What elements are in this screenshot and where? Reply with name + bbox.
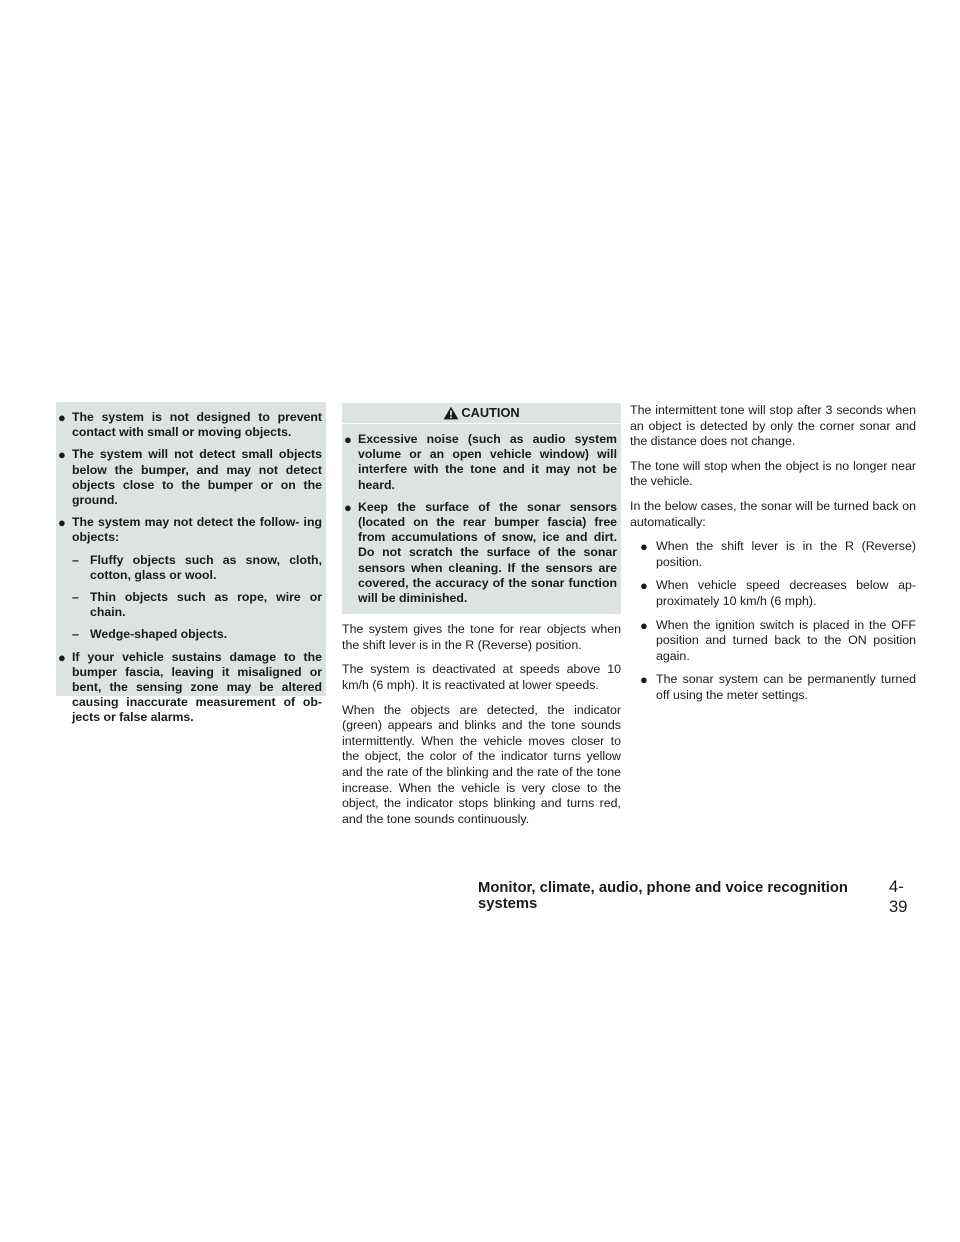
caution-header: [342, 403, 621, 424]
right-column: [630, 403, 916, 712]
bullet-icon: ●: [640, 672, 648, 688]
list-item-text: Keep the surface of the sonar sensors (located on the rear bumper fascia) free from accumulations of snow, ice and dirt. Do not scratch the surface of the sonar sensors when cleaning. If the sensors are covered, the accuracy of the sonar function will be diminished.: [358, 499, 617, 606]
sub-list-item-text: Thin objects such as rope, wire or chain.: [90, 590, 322, 620]
middle-column: [342, 403, 621, 836]
warning-triangle-icon: [443, 406, 459, 420]
caution-title: CAUTION: [461, 405, 520, 421]
list-item-text: The system is not designed to prevent contact with small or moving objects.: [72, 410, 322, 440]
bullet-icon: ●: [58, 515, 66, 531]
warning-box: [56, 402, 326, 725]
dash-icon: –: [72, 627, 79, 642]
section-title: Monitor, climate, audio, phone and voice recognition systems: [478, 880, 848, 912]
list-item: [344, 432, 617, 493]
list-item-text: The system may not detect the follow- ing objects:: [72, 515, 322, 545]
bullet-icon: ●: [640, 617, 648, 633]
paragraph: When the objects are detected, the indicator (green) appears and blinks and the tone sounds intermittently. When the vehicle moves closer to the object, the color of the indicator turns yellow and the rate of the blinking and the rate of the tone increase. When the vehicle is very close to the object, the indicator stops blinking and turns red, and the tone sounds continuously.: [342, 702, 621, 826]
bullet-icon: ●: [640, 539, 648, 555]
sub-list-item-text: Wedge-shaped objects.: [90, 627, 228, 642]
dash-icon: –: [72, 552, 79, 567]
list-item: [640, 578, 916, 609]
list-item-text: Excessive noise (such as audio system volume or an open vehicle window) will interfere with the tone and it may not be heard.: [358, 432, 617, 492]
list-item-text: When vehicle speed decreases below ap- proximately 10 km/h (6 mph).: [656, 578, 916, 608]
caution-box: [342, 403, 621, 614]
bullet-icon: ●: [58, 447, 66, 463]
list-item: [640, 672, 916, 703]
list-item-text: If your vehicle sustains damage to the bumper fascia, leaving it misaligned or bent, the sensing zone may be altered causing inaccurate measurement of ob- jects or false alarms.: [72, 649, 322, 725]
list-item: [58, 650, 322, 726]
sub-list-item: [72, 553, 322, 583]
list-item-text: The system will not detect small objects below the bumper, and may not detect objects close to the bumper or on the ground.: [72, 447, 322, 508]
page-number: 4-39: [888, 877, 908, 916]
paragraph: The tone will stop when the object is no longer near the vehicle.: [630, 458, 916, 489]
bullet-icon: ●: [344, 432, 352, 447]
page-footer: [478, 877, 920, 917]
list-item: [640, 618, 916, 665]
list-item: [58, 410, 322, 440]
list-item: [640, 539, 916, 570]
sub-list-item: [72, 590, 322, 620]
list-item-text: The sonar system can be permanently turned off using the meter settings.: [656, 672, 916, 702]
list-item-text: When the shift lever is in the R (Reverse) position.: [656, 539, 916, 569]
paragraph: The system gives the tone for rear objects when the shift lever is in the R (Reverse) position.: [342, 622, 621, 652]
sub-list-item: [72, 627, 322, 642]
paragraph: The intermittent tone will stop after 3 seconds when an object is detected by only the corner sonar and the distance does not change.: [630, 403, 916, 449]
list-item: [58, 515, 322, 545]
left-column: [56, 402, 326, 725]
bullet-icon: ●: [58, 410, 66, 425]
list-item: [344, 500, 617, 606]
sub-list-item-text: Fluffy objects such as snow, cloth, cotton, glass or wool.: [90, 552, 322, 582]
paragraph: In the below cases, the sonar will be turned back on automatically:: [630, 498, 916, 529]
paragraph: The system is deactivated at speeds above 10 km/h (6 mph). It is reactivated at lower speeds.: [342, 662, 621, 693]
list-item: [58, 447, 322, 508]
dash-icon: –: [72, 590, 79, 605]
bullet-icon: ●: [640, 578, 648, 594]
bullet-icon: ●: [344, 499, 352, 515]
bullet-icon: ●: [58, 649, 66, 665]
list-item-text: When the ignition switch is placed in the OFF position and turned back to the ON position again.: [656, 617, 916, 663]
